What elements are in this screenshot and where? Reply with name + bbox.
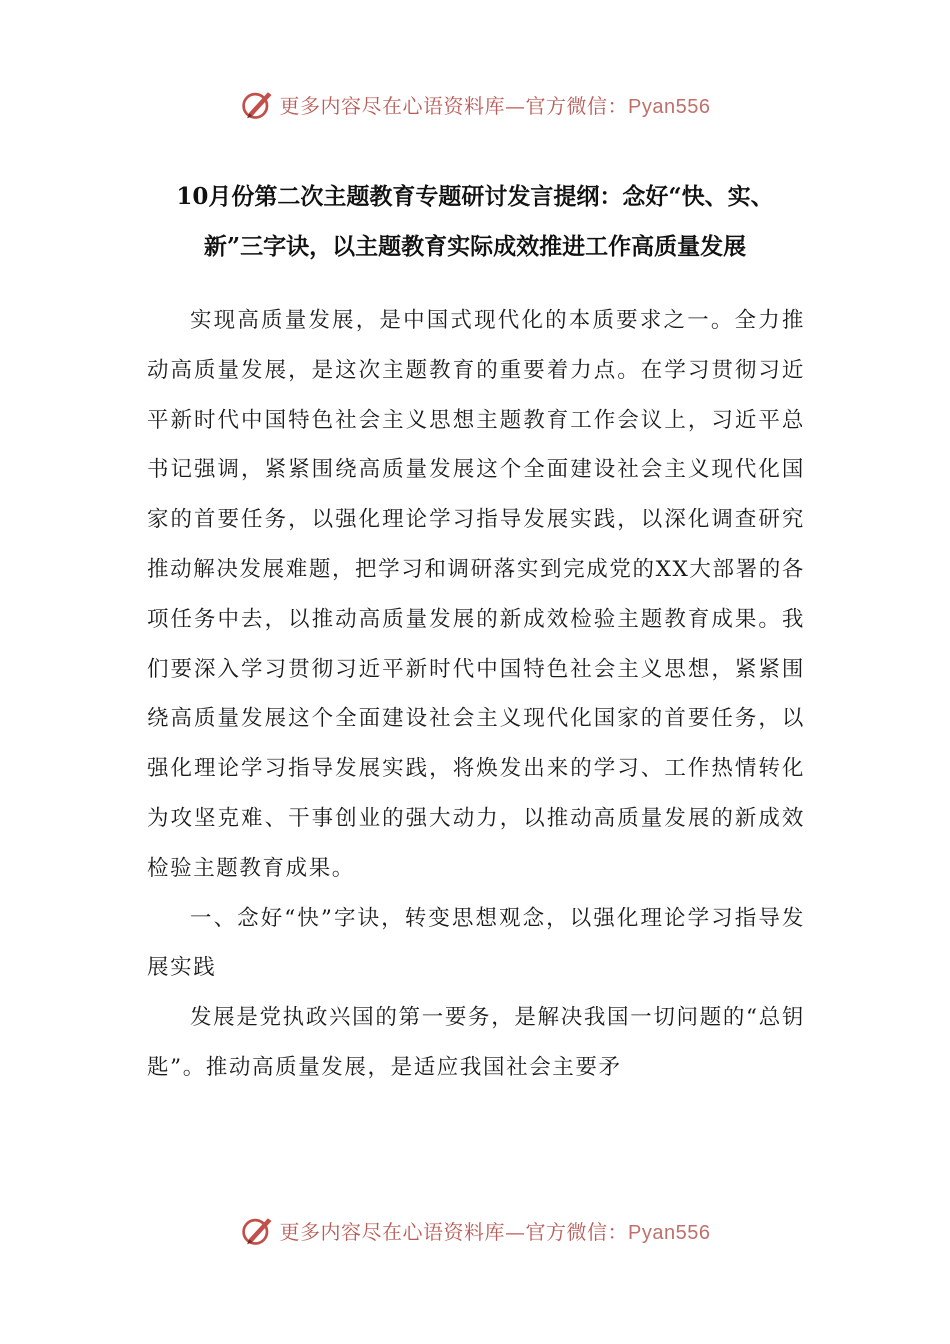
section-heading: 一、念好“快”字诀，转变思想观念，以强化理论学习指导发展实践 xyxy=(147,905,805,981)
document-title xyxy=(120,172,830,272)
footer-watermark-banner xyxy=(0,1210,950,1250)
document-body xyxy=(147,296,805,1093)
body-paragraph: 实现高质量发展，是中国式现代化的本质要求之一。全力推动高质量发展，是这次主题教育的重要着力点。在学习贯彻习近平新时代中国特色社会主义思想主题教育工作会议上，习近平总书记强调，紧紧围绕高质量发展这个全面建设社会主义现代化国家的首要任务，以强化理论学习指导发展实践，以深化调查研究推动解决发展难题，把学习和调研落实到完成党的XX大部署的各项任务中去，以推动高质量发展的新成效检验主题教育成果。我们要深入学习贯彻习近平新时代中国特色社会主义思想，紧紧围绕高质量发展这个全面建设社会主义现代化国家的首要任务，以强化理论学习指导发展实践，将焕发出来的学习、工作热情转化为攻坚克难、干事创业的强大动力，以推动高质量发展的新成效检验主题教育成果。 xyxy=(147,308,805,881)
title-line-1: 10月份第二次主题教育专题研讨发言提纲：念好“快、实、 xyxy=(176,183,774,210)
banner-text: 更多内容尽在心语资料库—官方微信：Pyan556 xyxy=(279,1219,711,1244)
body-paragraph: 发展是党执政兴国的第一要务，是解决我国一切问题的“总钥匙”。推动高质量发展，是适应我国社会主要矛 xyxy=(147,1005,805,1080)
pen-logo-icon xyxy=(240,86,276,122)
banner-text: 更多内容尽在心语资料库—官方微信：Pyan556 xyxy=(279,93,711,118)
banner-wechat-id: Pyan556 xyxy=(628,1221,711,1244)
pen-logo-icon xyxy=(240,1212,276,1248)
title-line-2: 新”三字诀，以主题教育实际成效推进工作高质量发展 xyxy=(203,233,747,260)
banner-wechat-id: Pyan556 xyxy=(628,95,711,118)
header-watermark-banner xyxy=(0,84,950,124)
